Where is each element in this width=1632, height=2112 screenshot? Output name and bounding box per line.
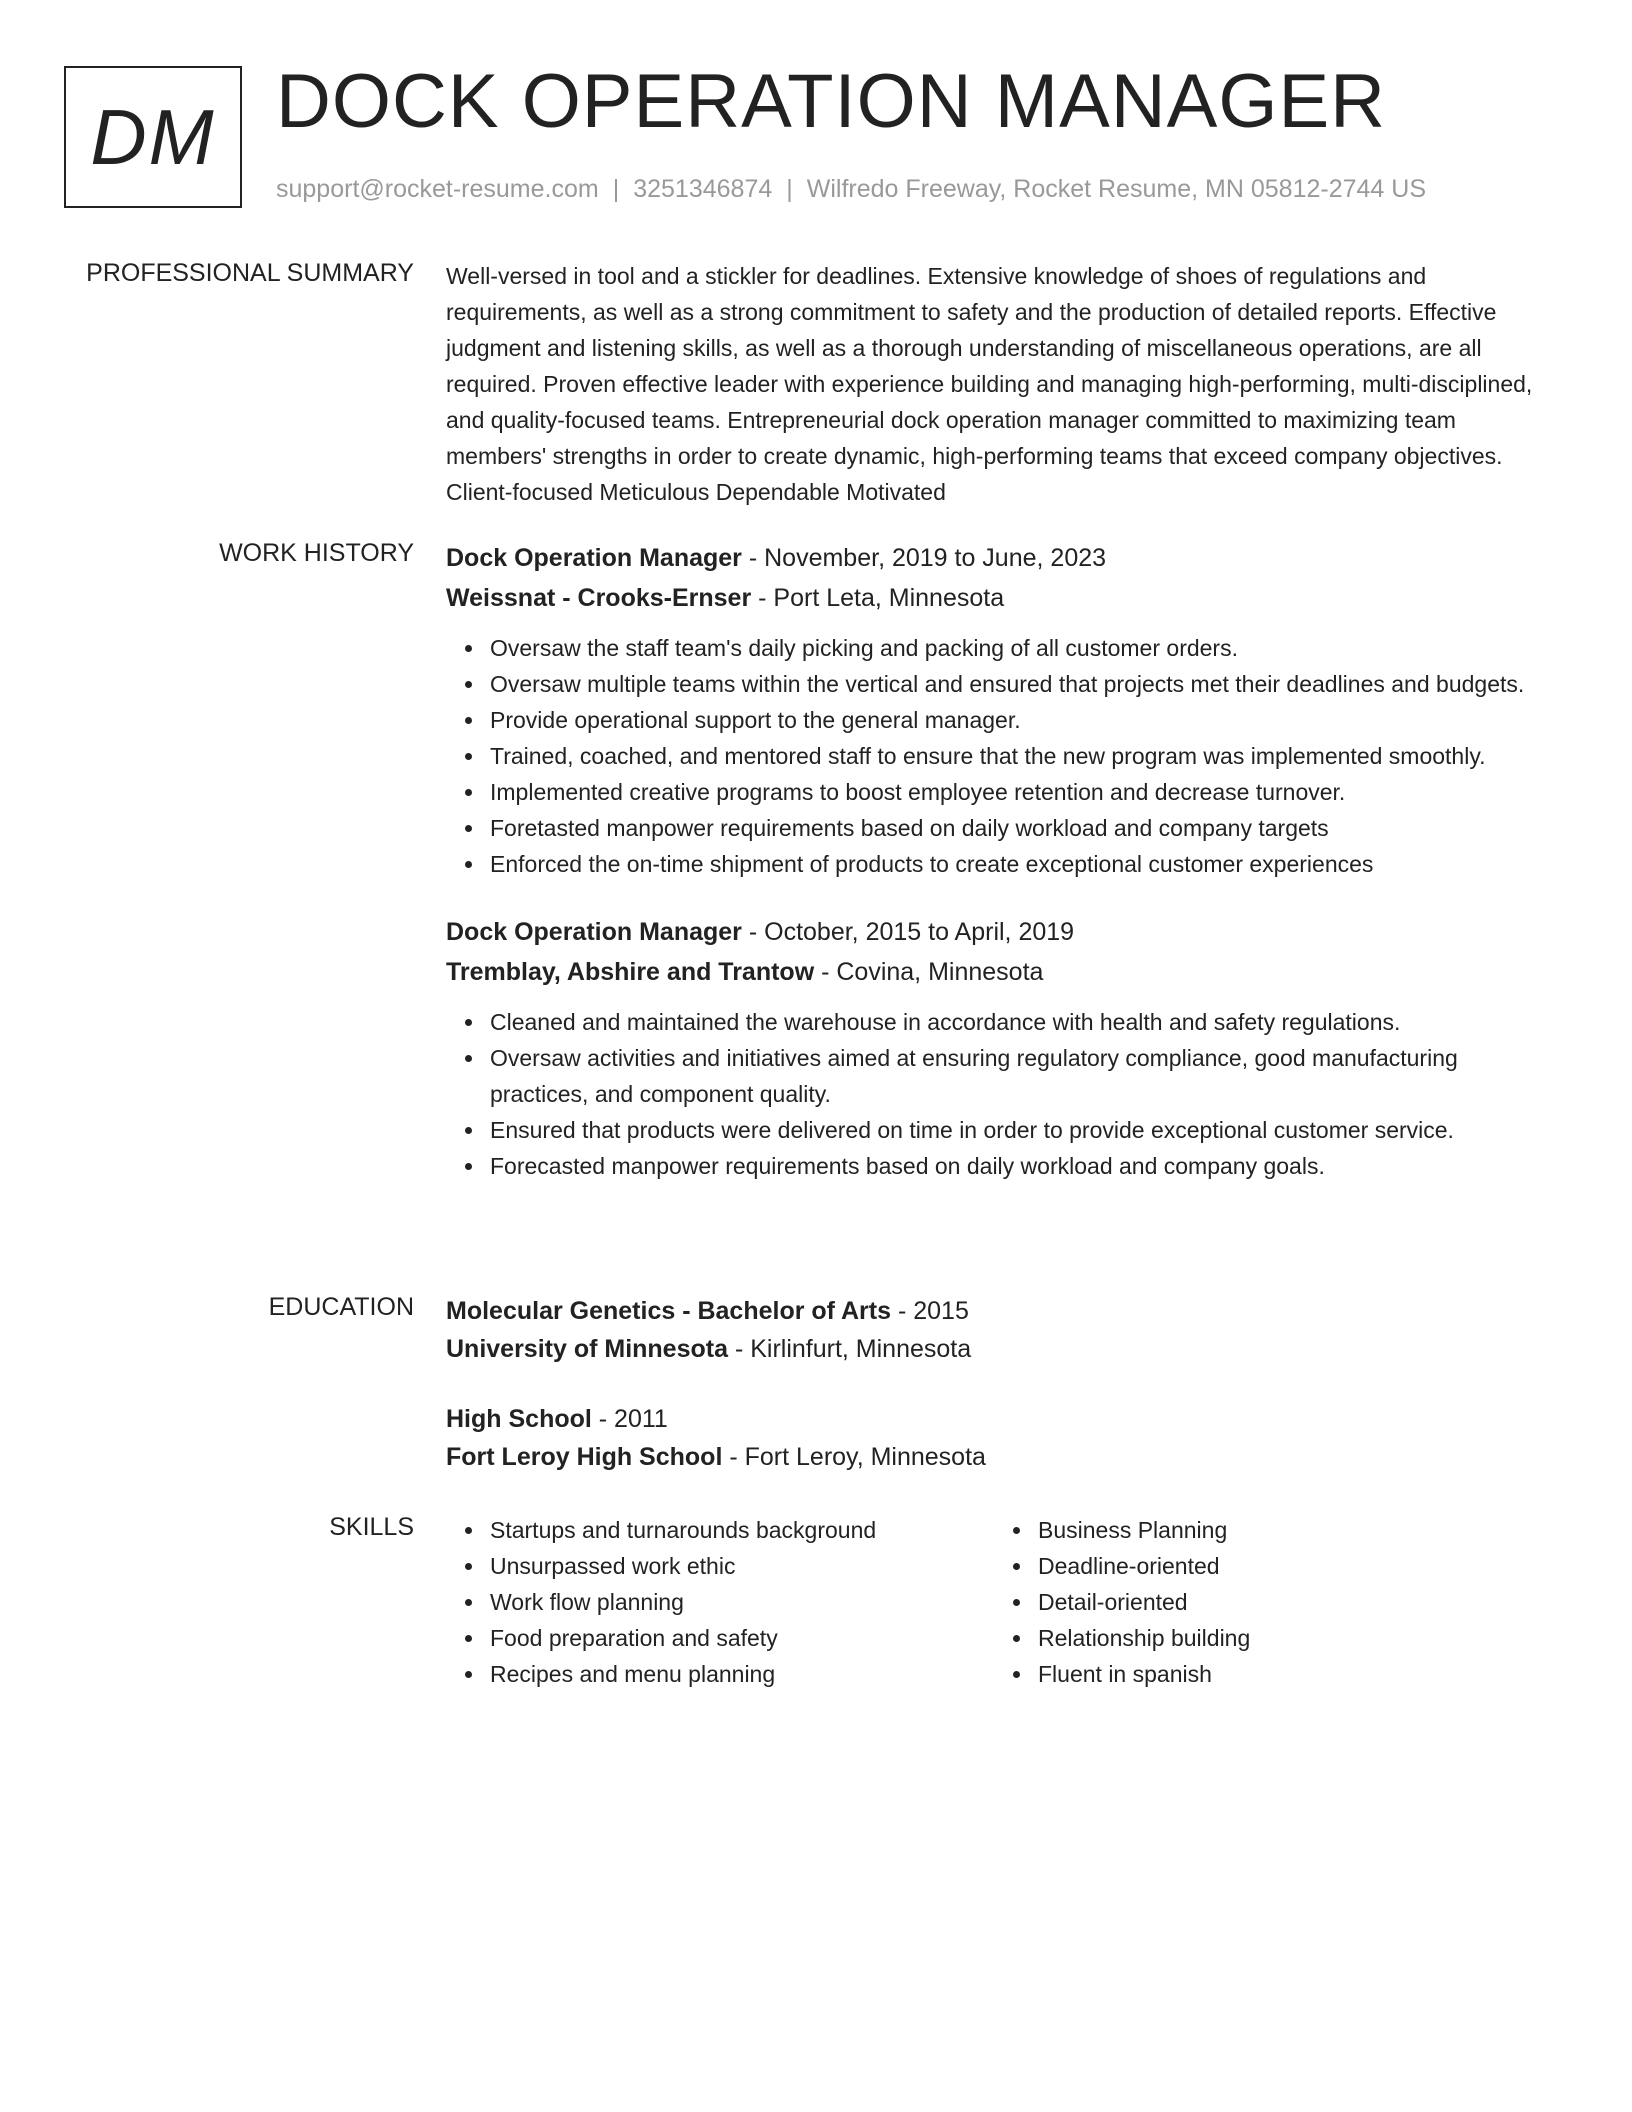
job-bullet: Cleaned and maintained the warehouse in accordance with health and safety regulations. <box>490 1004 1546 1040</box>
job-bullet: Oversaw activities and initiatives aimed at ensuring regulatory compliance, good manufacturing practices, and component quality. <box>490 1040 1546 1112</box>
job-title: Dock Operation Manager <box>446 918 742 946</box>
contact-separator: | <box>612 175 620 203</box>
job-entry <box>446 912 1546 1184</box>
skill-item: Food preparation and safety <box>490 1620 994 1656</box>
job-title-line <box>446 538 1546 578</box>
job-title-line <box>446 912 1546 952</box>
job-bullet: Forecasted manpower requirements based on daily workload and company goals. <box>490 1148 1546 1184</box>
education-year: - 2015 <box>891 1297 969 1325</box>
monogram-box <box>64 66 242 208</box>
job-bullet: Ensured that products were delivered on time in order to provide exceptional customer service. <box>490 1112 1546 1148</box>
job-company-line <box>446 952 1546 992</box>
section-label-summary: PROFESSIONAL SUMMARY <box>86 259 414 287</box>
job-bullet: Foretasted manpower requirements based on daily workload and company targets <box>490 810 1546 846</box>
skills-body <box>446 1512 1546 1692</box>
skills-column-left <box>446 1512 994 1692</box>
job-entry <box>446 538 1546 882</box>
skill-item: Business Planning <box>1038 1512 1542 1548</box>
skills-column-right <box>994 1512 1542 1692</box>
job-location: - Covina, Minnesota <box>814 958 1044 986</box>
job-company: Tremblay, Abshire and Trantow <box>446 958 815 986</box>
job-bullet: Trained, coached, and mentored staff to ensure that the new program was implemented smoothly. <box>490 738 1546 774</box>
job-company: Weissnat - Crooks-Ernser <box>446 584 752 612</box>
education-entry <box>446 1400 1546 1476</box>
skills-list <box>446 1512 994 1692</box>
skills-columns <box>446 1512 1546 1692</box>
skill-item: Relationship building <box>1038 1620 1542 1656</box>
job-bullets <box>446 1004 1546 1184</box>
job-company-line <box>446 578 1546 618</box>
section-label-skills: SKILLS <box>329 1513 414 1541</box>
education-year: - 2011 <box>591 1405 668 1433</box>
education-degree: Molecular Genetics - Bachelor of Arts <box>446 1297 892 1325</box>
education-school-line <box>446 1438 1546 1476</box>
skill-item: Deadline-oriented <box>1038 1548 1542 1584</box>
skill-item: Startups and turnarounds background <box>490 1512 994 1548</box>
contact-line <box>276 174 1426 204</box>
job-bullet: Implemented creative programs to boost employee retention and decrease turnover. <box>490 774 1546 810</box>
contact-separator: | <box>786 175 793 203</box>
education-body <box>446 1292 1546 1476</box>
contact-phone[interactable]: 3251346874 <box>633 175 773 203</box>
contact-email[interactable]: support@rocket-resume.com <box>276 175 599 203</box>
education-location: - Fort Leroy, Minnesota <box>722 1443 986 1471</box>
education-school: University of Minnesota <box>446 1335 728 1363</box>
skill-item: Work flow planning <box>490 1584 994 1620</box>
education-degree-line <box>446 1400 1546 1438</box>
skill-item: Unsurpassed work ethic <box>490 1548 994 1584</box>
summary-text: Well-versed in tool and a stickler for deadlines. Extensive knowledge of shoes of regulations and requirements, as well as a strong commitment to safety and the production of detailed reports. Effective judgment and listening skills, as well as a thorough understanding of miscellaneous operations, are all required. Proven effective leader with experience building and managing high-performing, multi-disciplined, and quality-focused teams. Entrepreneurial dock operation manager committed to maximizing team members' strengths in order to create dynamic, high-performing teams that exceed company objectives. Client-focused Meticulous Dependable Motivated <box>446 263 1533 505</box>
education-location: - Kirlinfurt, Minnesota <box>728 1335 972 1363</box>
skill-item: Detail-oriented <box>1038 1584 1542 1620</box>
education-degree-line <box>446 1292 1546 1330</box>
skill-item: Fluent in spanish <box>1038 1656 1542 1692</box>
job-bullets <box>446 630 1546 882</box>
job-bullet: Enforced the on-time shipment of products to create exceptional customer experiences <box>490 846 1546 882</box>
resume-name: DOCK OPERATION MANAGER <box>276 59 1387 144</box>
job-dates: - October, 2015 to April, 2019 <box>741 918 1075 946</box>
section-label-education: EDUCATION <box>268 1293 414 1321</box>
skills-list <box>994 1512 1542 1692</box>
work-body <box>446 538 1546 1184</box>
education-entry <box>446 1292 1546 1368</box>
education-degree: High School <box>446 1405 592 1433</box>
contact-address: Wilfredo Freeway, Rocket Resume, MN 05812-2744 US <box>806 175 1426 203</box>
job-location: - Port Leta, Minnesota <box>751 584 1005 612</box>
job-bullet: Oversaw the staff team's daily picking and packing of all customer orders. <box>490 630 1546 666</box>
education-school: Fort Leroy High School <box>446 1443 723 1471</box>
monogram-initials: DM <box>90 92 216 181</box>
education-school-line <box>446 1330 1546 1368</box>
job-dates: - November, 2019 to June, 2023 <box>741 544 1107 572</box>
job-bullet: Oversaw multiple teams within the vertical and ensured that projects met their deadlines and budgets. <box>490 666 1546 702</box>
summary-body <box>446 258 1546 510</box>
section-label-work: WORK HISTORY <box>219 539 414 567</box>
skill-item: Recipes and menu planning <box>490 1656 994 1692</box>
job-bullet: Provide operational support to the general manager. <box>490 702 1546 738</box>
job-title: Dock Operation Manager <box>446 544 742 572</box>
